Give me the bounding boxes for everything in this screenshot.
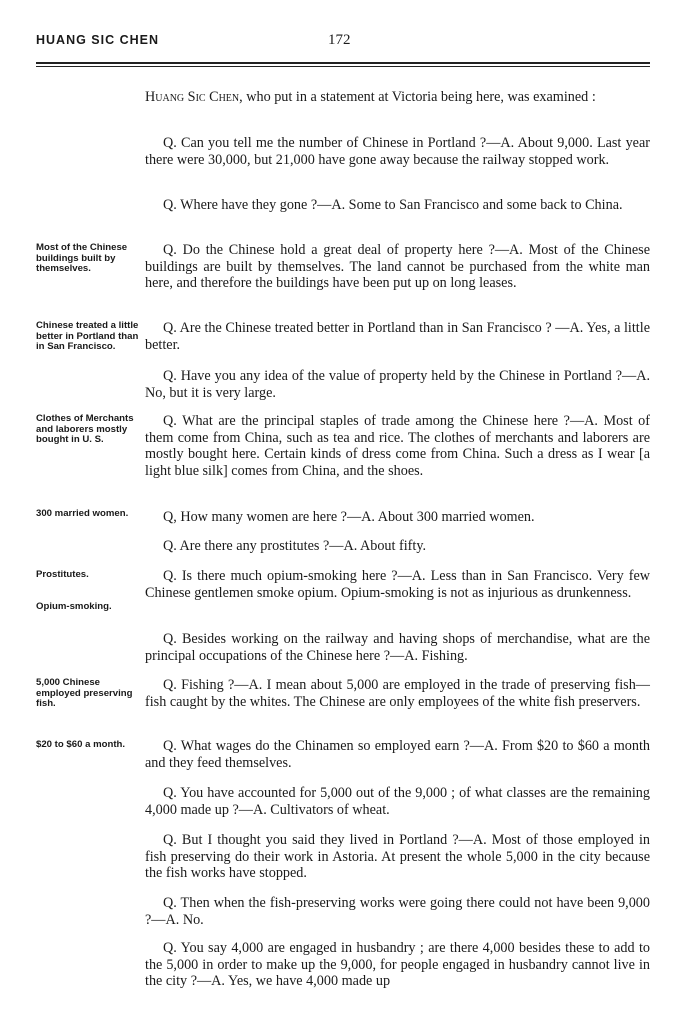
margin-note: Clothes of Merchants and laborers mostly bought in U. S.	[36, 413, 134, 446]
paragraph: Q. Are the Chinese treated better in Portland than in San Francisco ? —A. Yes, a little better.	[145, 320, 650, 353]
paragraph: Q. Fishing ?—A. I mean about 5,000 are employed in the trade of preserving fish—fish caught by the whites. The Chinese are only employees of the white fish preservers.	[145, 677, 650, 710]
paragraph: Q. Can you tell me the number of Chinese in Portland ?—A. About 9,000. Last year there were 30,000, but 21,000 have gone away because the railway stopped work.	[145, 135, 650, 168]
paragraph: Q. Then when the fish-preserving works were going there could not have been 9,000 ?—A. No.	[145, 895, 650, 928]
intro-text: , who put in a statement at Victoria being here, was examined :	[239, 89, 596, 105]
paragraph: Q. Do the Chinese hold a great deal of property here ?—A. Most of the Chinese buildings are built by themselves. The land cannot be purchased from the white man here, and therefore the buildings have been put up on long leases.	[145, 242, 650, 292]
running-head: HUANG SIC CHEN	[36, 33, 160, 47]
paragraph: Q. Where have they gone ?—A. Some to San Francisco and some back to China.	[163, 197, 623, 213]
paragraph: Q, How many women are here ?—A. About 300 married women.	[163, 509, 535, 525]
margin-note: $20 to $60 a month.	[36, 739, 126, 750]
paragraph: Q. You have accounted for 5,000 out of the 9,000 ; of what classes are the remaining 4,000 made up ?—A. Cultivators of wheat.	[145, 785, 650, 818]
paragraph: Q. Is there much opium-smoking here ?—A. Less than in San Francisco. Very few Chinese gentlemen smoke opium. Opium-smoking is not as injurious as drunkenness.	[145, 568, 650, 601]
intro-paragraph	[145, 89, 650, 106]
paragraph: Q. You say 4,000 are engaged in husbandry ; are there 4,000 besides these to add to the 5,000 in order to make up the 9,000, for people engaged in husbandry cannot live in the city ?—A. Yes, we have 4,000 made up	[145, 940, 650, 990]
margin-note: Chinese treated a little better in Portland than in San Francisco.	[36, 320, 139, 353]
header-rule-thick	[36, 62, 650, 64]
witness-name: Huang Sic Chen	[145, 89, 240, 105]
margin-note: Prostitutes.	[36, 569, 89, 580]
margin-note: 300 married women.	[36, 508, 129, 519]
page-number: 172	[328, 32, 351, 48]
header-rule-thin	[36, 66, 650, 67]
paragraph: Q. Besides working on the railway and having shops of merchandise, what are the principal occupations of the Chinese here ?—A. Fishing.	[145, 631, 650, 664]
paragraph: Q. Have you any idea of the value of property held by the Chinese in Portland ?—A. No, but it is very large.	[145, 368, 650, 401]
margin-note: Most of the Chinese buildings built by themselves.	[36, 242, 128, 275]
margin-note: Opium-smoking.	[36, 601, 112, 612]
paragraph: Q. But I thought you said they lived in Portland ?—A. Most of those employed in fish preserving do their work in Astoria. At present the whole 5,000 in the city because the fish works have stopped.	[145, 832, 650, 882]
paragraph: Q. Are there any prostitutes ?—A. About fifty.	[163, 538, 427, 554]
margin-note: 5,000 Chinese employed preserving fish.	[36, 677, 133, 710]
paragraph: Q. What are the principal staples of trade among the Chinese here ?—A. Most of them come from China, such as tea and rice. The clothes of merchants and laborers are mostly bought here. Certain kinds of dress come from China. Such a dress as I wear [a light blue silk] comes from China, and the shoes.	[145, 413, 650, 479]
paragraph: Q. What wages do the Chinamen so employed earn ?—A. From $20 to $60 a month and they feed themselves.	[145, 738, 650, 771]
page-header	[36, 33, 648, 53]
